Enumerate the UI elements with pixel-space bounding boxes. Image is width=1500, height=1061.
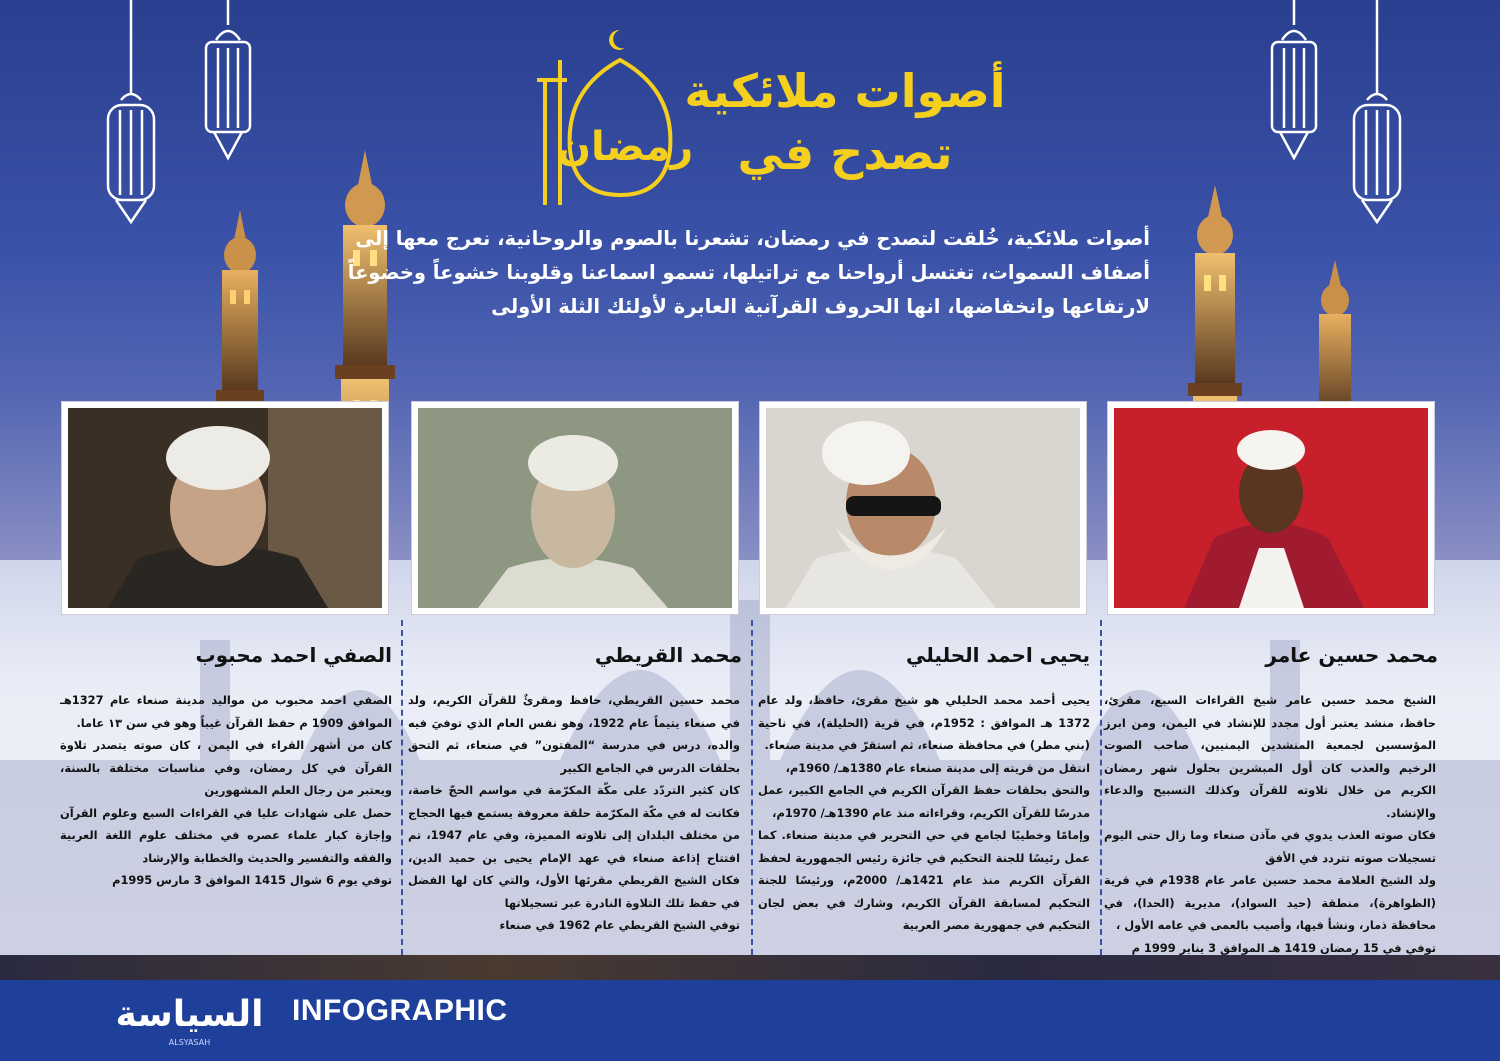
photo-frame bbox=[760, 402, 1086, 614]
reciter-bio bbox=[408, 689, 740, 937]
lantern-icon bbox=[196, 0, 260, 165]
bio-paragraph: كان من أشهر القراء في اليمن ، كان صوته يتصدر تلاوة القرآن في كل رمضان، وفي مناسبات مختلفة بالسنة، ويعتبر من رجال العلم المشهورين bbox=[60, 738, 392, 797]
reciter-name: محمد القريطي bbox=[594, 643, 742, 667]
bio-paragraph: توفي يوم 6 شوال 1415 الموافق 3 مارس 1995م bbox=[112, 873, 392, 887]
reciter-name: يحيى احمد الحليلي bbox=[906, 643, 1090, 667]
bio-paragraph: كان كثير التردّد على مكّة المكرّمة في مواسم الحجّ خاصة، فكانت له في مكّة المكرّمة حلقة معروفة يستمع فيها الحجاج من مختلف البلدان إلى تلاوته المميزة، وفي عام 1947، تم افتتاح إذاعة صنعاء في عهد الإمام يحيى بن حميد الدين، فكان الشيخ القريطي مقرئها الأول، والتي كان لها الفضل في حفظ تلك التلاوة النادرة عبر تسجيلاتها bbox=[408, 783, 740, 910]
photo-frame bbox=[62, 402, 388, 614]
lantern-icon bbox=[96, 0, 166, 225]
lantern-icon bbox=[1262, 0, 1326, 165]
bio-paragraph: توفي الشيخ القريطي عام 1962 في صنعاء bbox=[499, 918, 740, 932]
reciter-name: محمد حسين عامر bbox=[1265, 643, 1438, 667]
bio-paragraph: والتحق بحلقات حفظ القرآن الكريم في الجامع الكبير، عمل مدرسًا للقرآن الكريم، وقراءاته منذ عام 1390هـ/ 1970م، bbox=[758, 783, 1090, 820]
bio-paragraph: وإمامًا وخطيبًا لجامع في حي التحرير في مدينة صنعاء. كما عمل رئيسًا للجنة التحكيم في جائزة رئيس الجمهورية لحفظ القرآن الكريم منذ عام 1421هـ/ 2000م، ورئيسًا للجنة التحكيم لمسابقة القرآن الكريم، وشارك في بعض لجان التحكيم في جمهورية مصر العربية bbox=[758, 828, 1091, 932]
ramadan-word: رمضان bbox=[556, 124, 694, 170]
photo-frame bbox=[1108, 402, 1434, 614]
intro-paragraph: أصوات ملائكية، خُلقت لتصدح في رمضان، تشعرنا بالصوم والروحانية، نعرج معها إلى أصفاف السموات، تغتسل أرواحنا مع تراتيلها، تسمو اسماعنا وقلوبنا خشوعاً وخضوعاً لارتفاعها وانخفاضها، انها الحروف القرآنية العابرة لأولئك الثلة الأولى bbox=[347, 227, 1150, 318]
column-divider bbox=[751, 620, 753, 955]
infographic-label: INFOGRAPHIC bbox=[292, 994, 508, 1027]
bio-paragraph: يحيى أحمد محمد الحليلي هو شيخ مقرئ، حافظ، ولد عام 1372 هـ الموافق : 1952م، في قرية (الحليلة)، في ناحية (بني مطر) في محافظة صنعاء، ثم استقرّ في مدينة صنعاء. bbox=[758, 693, 1090, 752]
newspaper-logo: السياسة bbox=[115, 994, 264, 1035]
portrait-photo bbox=[68, 408, 382, 608]
newspaper-logo-subtitle: ALSYASAH bbox=[168, 1038, 211, 1047]
portrait-photo bbox=[1114, 408, 1428, 608]
title-line-1: أصوات ملائكية bbox=[684, 64, 1006, 118]
portrait-photo bbox=[766, 408, 1080, 608]
footer-bar bbox=[0, 980, 1500, 1061]
bio-paragraph: توفي في 15 رمضان 1419 هـ الموافق 3 يناير 1999 م bbox=[1131, 940, 1436, 955]
portrait-photo bbox=[418, 408, 732, 608]
reciter-name: الصفي احمد محبوب bbox=[195, 643, 392, 667]
bio-paragraph: حصل على شهادات عليا في القراءات السبع وعلوم القرآن وإجازة كبار علماء عصره في مختلف علوم اللغة العربية والفقه والتفسير والحديث والخطابة والإرشاد bbox=[60, 805, 392, 865]
column-divider bbox=[1100, 620, 1102, 955]
bio-paragraph: محمد حسين القريطي، حافظ ومقرئٌ للقرآن الكريم، ولد في صنعاء يتيماً عام 1922، وهو نفس العام الذي توفيَ فيه والده، درس في مدرسة “المفتون” في صنعاء، ثم التحق بحلقات الدرس في الجامع الكبير bbox=[408, 693, 740, 775]
reciter-bio bbox=[758, 689, 1090, 937]
bio-paragraph: الصفي احمد محبوب من مواليد مدينة صنعاء عام 1327هـ الموافق 1909 م حفظ القرآن غيباً وهو في سن ١٣ عاما. bbox=[60, 693, 392, 730]
bio-paragraph: الشيخ محمد حسين عامر شيخ القراءات السبع، مقرئ، حافظ، منشد يعتبر أول مجدد للإنشاد في اليمن، ومن ابرز المؤسسين لجمعية المنشدين اليمنيين، صاحب الصوت الرخيم والعذب كان أول المبشرين بحلول شهر رمضان الكريم من خلال تلاوته للقرآن وكذلك التسبيح والدعاء والإنشاد. bbox=[1104, 693, 1436, 820]
photo-frame bbox=[412, 402, 738, 614]
lantern-icon bbox=[1342, 0, 1412, 225]
reciter-bio bbox=[1104, 689, 1436, 959]
title-line-2: تصدح في bbox=[737, 126, 953, 180]
bio-paragraph: انتقل من قريته إلى مدينة صنعاء عام 1380هـ/ 1960م، bbox=[785, 760, 1090, 775]
column-divider bbox=[401, 620, 403, 955]
bio-paragraph: ولد الشيخ العلامة محمد حسين عامر عام 1938م في قرية (الظواهرة)، منطقة (حيد السواد)، مديرية (الحدا)، في محافظة ذمار، ونشأ فيها، وأصيب بالعمى في عامه الأول ، bbox=[1104, 873, 1436, 932]
bio-paragraph: فكان صوته العذب يدوي في مآذن صنعاء وما زال حتى اليوم تسجيلات صوته تتردد في الأفق bbox=[1104, 828, 1436, 865]
footer-decoration bbox=[0, 955, 1500, 980]
page-title bbox=[680, 60, 1010, 184]
reciter-bio bbox=[60, 689, 392, 892]
